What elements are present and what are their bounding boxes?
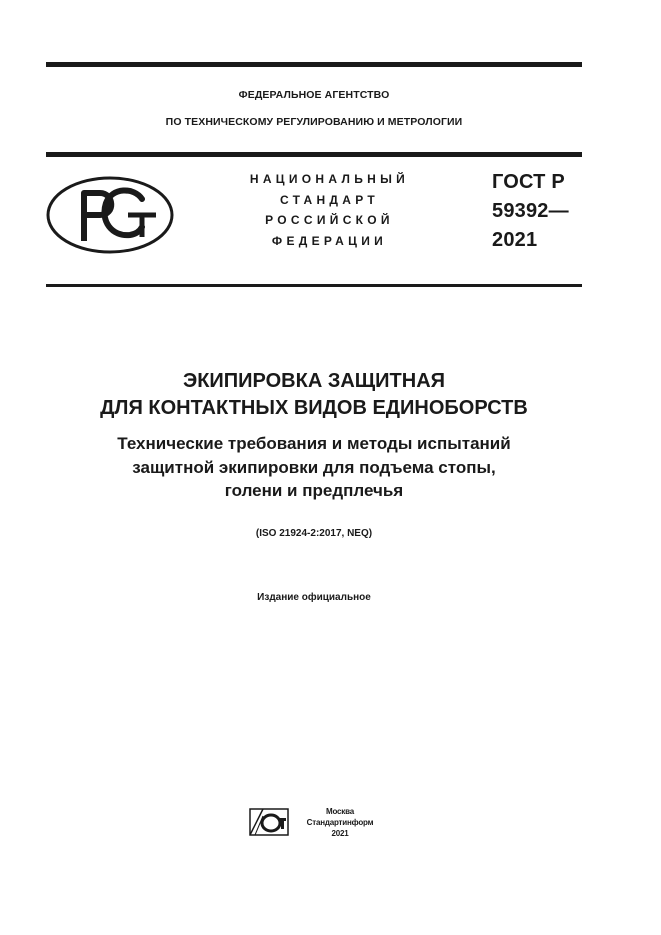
- gost-designation-line1: ГОСТ Р: [492, 171, 565, 193]
- national-standard-line1: НАЦИОНАЛЬНЫЙ: [249, 172, 410, 186]
- document-subtitle-line1: Технические требования и методы испытаний: [117, 434, 511, 453]
- document-subtitle-line3: голени и предплечья: [224, 481, 404, 500]
- edition-note: Издание официальное: [257, 592, 371, 603]
- publisher-name: Стандартинформ: [306, 818, 374, 827]
- agency-name-line2: ПО ТЕХНИЧЕСКОМУ РЕГУЛИРОВАНИЮ И МЕТРОЛОГИИ: [165, 116, 463, 128]
- gost-designation-line2: 59392—: [492, 200, 569, 222]
- rst-certification-mark-icon: [46, 175, 174, 255]
- national-standard-line4: ФЕДЕРАЦИИ: [271, 234, 388, 248]
- document-title-line2: ДЛЯ КОНТАКТНЫХ ВИДОВ ЕДИНОБОРСТВ: [100, 397, 528, 419]
- publisher-city: Москва: [326, 807, 354, 816]
- document-subtitle-line2: защитной экипировки для подъема стопы,: [132, 458, 496, 477]
- document-title-line1: ЭКИПИРОВКА ЗАЩИТНАЯ: [182, 370, 446, 392]
- middle-rule: [46, 152, 582, 157]
- top-rule: [46, 62, 582, 67]
- publisher-year: 2021: [331, 829, 349, 838]
- agency-name-line1: ФЕДЕРАЛЬНОЕ АГЕНТСТВО: [238, 89, 390, 101]
- national-standard-line2: СТАНДАРТ: [279, 193, 380, 207]
- bottom-rule: [46, 284, 582, 287]
- standartinform-logo-icon: [249, 808, 289, 836]
- iso-reference: (ISO 21924-2:2017, NEQ): [255, 528, 373, 539]
- gost-designation-line3: 2021: [492, 229, 538, 251]
- national-standard-line3: РОССИЙСКОЙ: [265, 213, 394, 227]
